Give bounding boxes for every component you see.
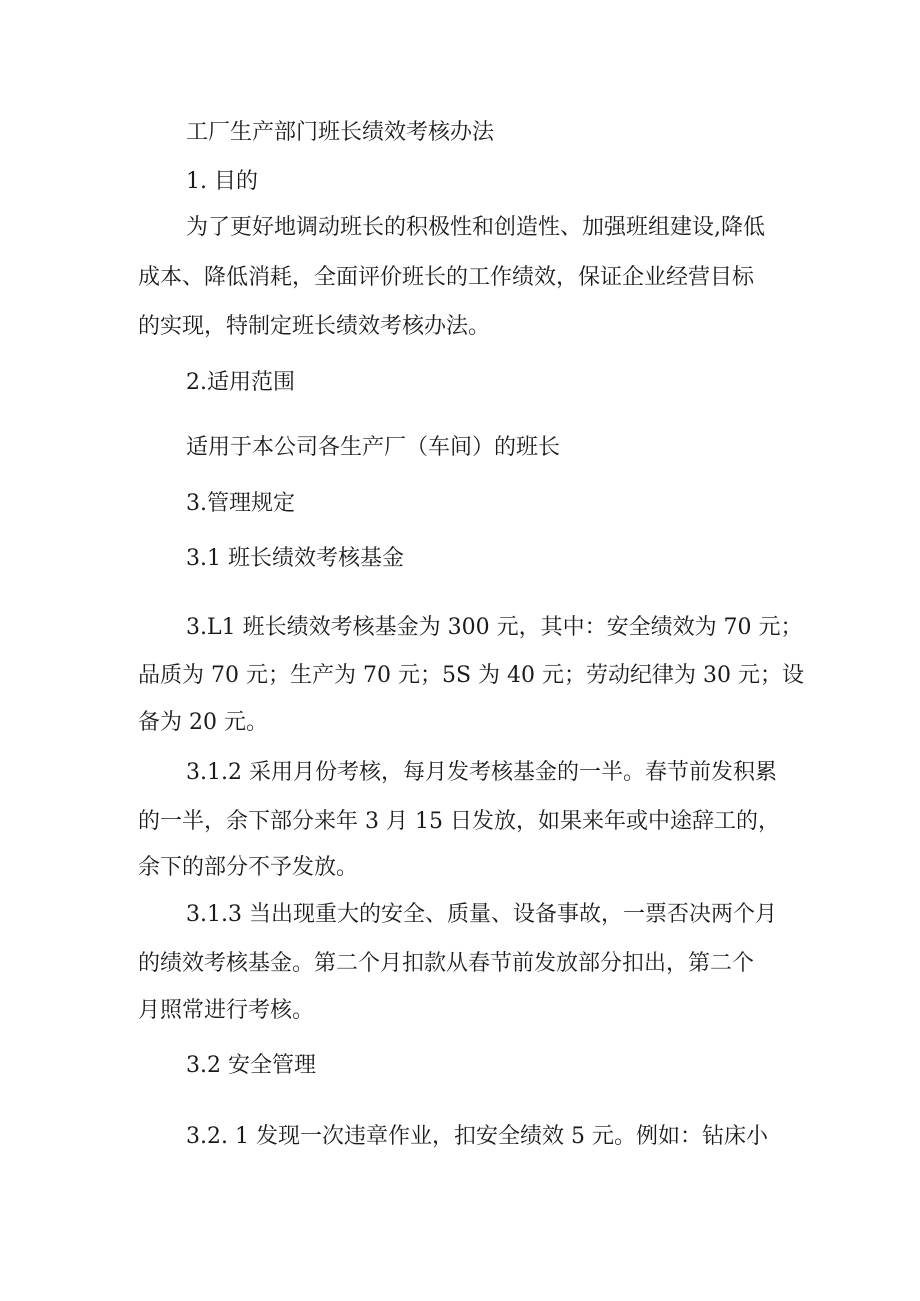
- paragraph-3-1-1-line-1: 3.L1 班长绩效考核基金为 300 元，其中：安全绩效为 70 元；: [186, 615, 803, 640]
- heading-scope: 2.适用范围: [186, 370, 295, 395]
- paragraph-3-1-3-line-3: 月照常进行考核。: [138, 998, 315, 1023]
- paragraph-purpose-line-3: 的实现，特制定班长绩效考核办法。: [138, 314, 491, 339]
- paragraph-scope: 适用于本公司各生产厂（车间）的班长: [186, 435, 561, 460]
- paragraph-3-1-2-line-3: 余下的部分不予发放。: [138, 855, 359, 880]
- paragraph-3-1-3-line-2: 的绩效考核基金。第二个月扣款从春节前发放部分扣出，第二个: [138, 951, 755, 976]
- heading-fund: 3.1 班长绩效考核基金: [186, 546, 404, 571]
- heading-safety: 3.2 安全管理: [186, 1053, 316, 1078]
- paragraph-purpose-line-1: 为了更好地调动班长的积极性和创造性、加强班组建设,降低: [186, 215, 765, 240]
- paragraph-3-1-1-line-2: 品质为 70 元；生产为 70 元；5S 为 40 元；劳动纪律为 30 元；设: [138, 663, 804, 688]
- paragraph-3-1-3-line-1: 3.1.3 当出现重大的安全、质量、设备事故，一票否决两个月: [186, 902, 777, 927]
- paragraph-3-1-1-line-3: 备为 20 元。: [138, 710, 268, 735]
- heading-rules: 3.管理规定: [186, 491, 295, 516]
- paragraph-3-1-2-line-2: 的一半，余下部分来年 3 月 15 日发放，如果来年或中途辞工的，: [138, 809, 780, 834]
- paragraph-purpose-line-2: 成本、降低消耗，全面评价班长的工作绩效，保证企业经营目标: [138, 265, 755, 290]
- paragraph-3-1-2-line-1: 3.1.2 采用月份考核，每月发考核基金的一半。春节前发积累: [186, 760, 777, 785]
- document-title: 工厂生产部门班长绩效考核办法: [186, 120, 495, 145]
- heading-purpose: 1. 目的: [186, 169, 258, 194]
- paragraph-3-2-1-line-1: 3.2. 1 发现一次违章作业，扣安全绩效 5 元。例如：钻床小: [186, 1124, 768, 1149]
